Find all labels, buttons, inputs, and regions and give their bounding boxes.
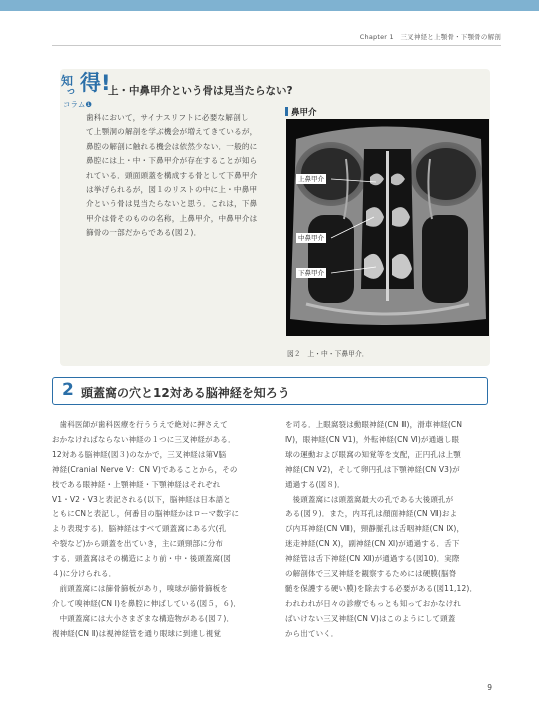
page-number: 9 xyxy=(487,683,492,692)
column-title: 上・中鼻甲介という骨は見当たらない? xyxy=(108,85,293,97)
column-line: 介という骨は見当たらないと思う．これは，下鼻 xyxy=(86,199,258,209)
body-line: 球の運動および眼窩の知覚等を支配，正円孔は上顎 xyxy=(285,449,461,459)
chapter-heading: Chapter 1 三叉神経と上顎骨・下顎骨の解剖 xyxy=(359,33,501,41)
body-line: 通過する(図８)． xyxy=(285,479,345,489)
body-line: 後頭蓋窩には頭蓋窩最大の孔である大後頭孔が xyxy=(285,494,454,504)
body-line: ともにCNと表記し，何番目の脳神経かはローマ数字に xyxy=(52,509,240,519)
body-line: する．頭蓋窩はその構造により前・中・後頭蓋窩(図 xyxy=(52,554,232,564)
column-line: 鼻腔には上・中・下鼻甲介が存在することが知ら xyxy=(86,156,258,166)
badge-label: コラム❶ xyxy=(63,100,93,109)
figure-caption: 図２ 上・中・下鼻甲介． xyxy=(287,350,369,358)
column-text xyxy=(86,111,268,241)
body-line: Ⅴ1・Ⅴ2・Ⅴ3と表記される(以下，脳神経は日本語と xyxy=(52,494,232,504)
body-left-column xyxy=(52,418,267,642)
body-line: の解剖体で三叉神経を観察するためには硬膜(脳脊 xyxy=(285,569,457,579)
body-line: を司る．上眼窩裂は動眼神経(CN Ⅲ)，滑車神経(CN xyxy=(285,420,463,429)
body-right-column xyxy=(285,418,490,642)
column-line: 鼻腔の解剖に触れる機会は依然少ない．一般的に xyxy=(86,141,258,151)
body-line: 前頭蓋窩には篩骨篩板があり，嗅球が篩骨篩板を xyxy=(52,583,228,593)
body-line: 神経(Cranial Nerve Ⅴ：CN Ⅴ)であることから，その xyxy=(52,464,238,474)
tag-middle-turbinate: 中鼻甲介 xyxy=(298,234,324,242)
body-line: より表現する)．脳神経はすべて頭蓋窩にある穴(孔 xyxy=(52,524,227,534)
ct-scan-image xyxy=(286,119,489,336)
body-line: 迷走神経(CN Ⅹ)，副神経(CN Ⅺ)が通過する．舌下 xyxy=(285,539,460,549)
badge-char-1: 知 xyxy=(61,74,74,88)
column-badge xyxy=(60,71,111,109)
header-bar xyxy=(0,0,539,11)
body-line: おかなければならない神経の１つに三叉神経がある． xyxy=(52,434,236,444)
figure-label-text: 鼻甲介 xyxy=(291,108,317,118)
tag-superior-turbinate: 上鼻甲介 xyxy=(298,175,324,183)
ct-scan-drawing xyxy=(286,119,489,336)
body-line: 12対ある脳神経(図３)のなかで，三叉神経は第Ⅴ脳 xyxy=(52,449,227,459)
column-line: 歯科において，サイナスリフトに必要な解剖し xyxy=(86,113,249,122)
body-line: 神経(CN Ⅴ2)，そして卵円孔は下顎神経(CN Ⅴ3)が xyxy=(285,464,460,474)
column-line: は挙げられるが，図１のリストの中に上・中鼻甲 xyxy=(86,185,258,195)
body-line: 介して嗅神経(CN Ⅰ)を鼻腔に伸ばしている(図５，６)． xyxy=(52,598,241,608)
body-line: 神経管は舌下神経(CN Ⅻ)が通過する(図10)．実際 xyxy=(285,554,460,564)
body-line: び内耳神経(CN Ⅷ)，頸静脈孔は舌咽神経(CN Ⅸ)， xyxy=(285,524,465,534)
column-line: 篩骨の一部だからである(図２)． xyxy=(86,228,202,238)
column-line: 甲介は骨そのものの名称，上鼻甲介，中鼻甲介は xyxy=(86,213,258,223)
body-line: 視神経(CN Ⅱ)は視神経管を通り眼球に到達し視覚 xyxy=(52,628,222,638)
badge-char-2: っ xyxy=(66,86,76,97)
body-line: ある(図９)．また，内耳孔は顔面神経(CN Ⅶ)およ xyxy=(285,509,458,519)
body-line: や裂など)から頭蓋を出ていき，主に頭頸部に分布 xyxy=(52,539,224,549)
column-line: れている．頭面頭蓋を構成する骨として下鼻甲介 xyxy=(86,170,258,180)
chapter-divider xyxy=(52,45,501,46)
section-heading xyxy=(52,377,488,405)
body-line: 枝である眼神経・上顎神経・下顎神経はそれぞれ xyxy=(52,479,221,489)
body-line: ４)に分けられる． xyxy=(52,569,117,579)
body-line: 中頭蓋窩には大小さまざまな構造物がある(図７)． xyxy=(52,613,235,623)
column-line: て上顎洞の解剖を学ぶ機会が増えてきているが， xyxy=(86,127,258,137)
section-number: 2 xyxy=(62,380,74,400)
body-line: 歯科医師が歯科医療を行ううえで絶対に押さえて xyxy=(52,420,228,429)
label-marker xyxy=(285,107,288,116)
section-title: 頭蓋窩の穴と12対ある脳神経を知ろう xyxy=(81,386,290,400)
body-line: われわれが日々の診療でもっとも知っておかなけれ xyxy=(285,598,461,608)
body-line: ばいけない三叉神経(CN Ⅴ)はこのようにして頭蓋 xyxy=(285,613,456,623)
body-line: Ⅳ)，眼神経(CN Ⅴ1)，外転神経(CN Ⅵ)が通過し眼 xyxy=(285,434,460,444)
body-line: 髄を保護する硬い膜)を除去する必要がある(図11,12)． xyxy=(285,583,478,593)
body-line: から出ていく． xyxy=(285,628,339,638)
badge-char-3: 得! xyxy=(80,71,111,95)
figure-label xyxy=(285,106,317,118)
tag-inferior-turbinate: 下鼻甲介 xyxy=(298,269,324,277)
